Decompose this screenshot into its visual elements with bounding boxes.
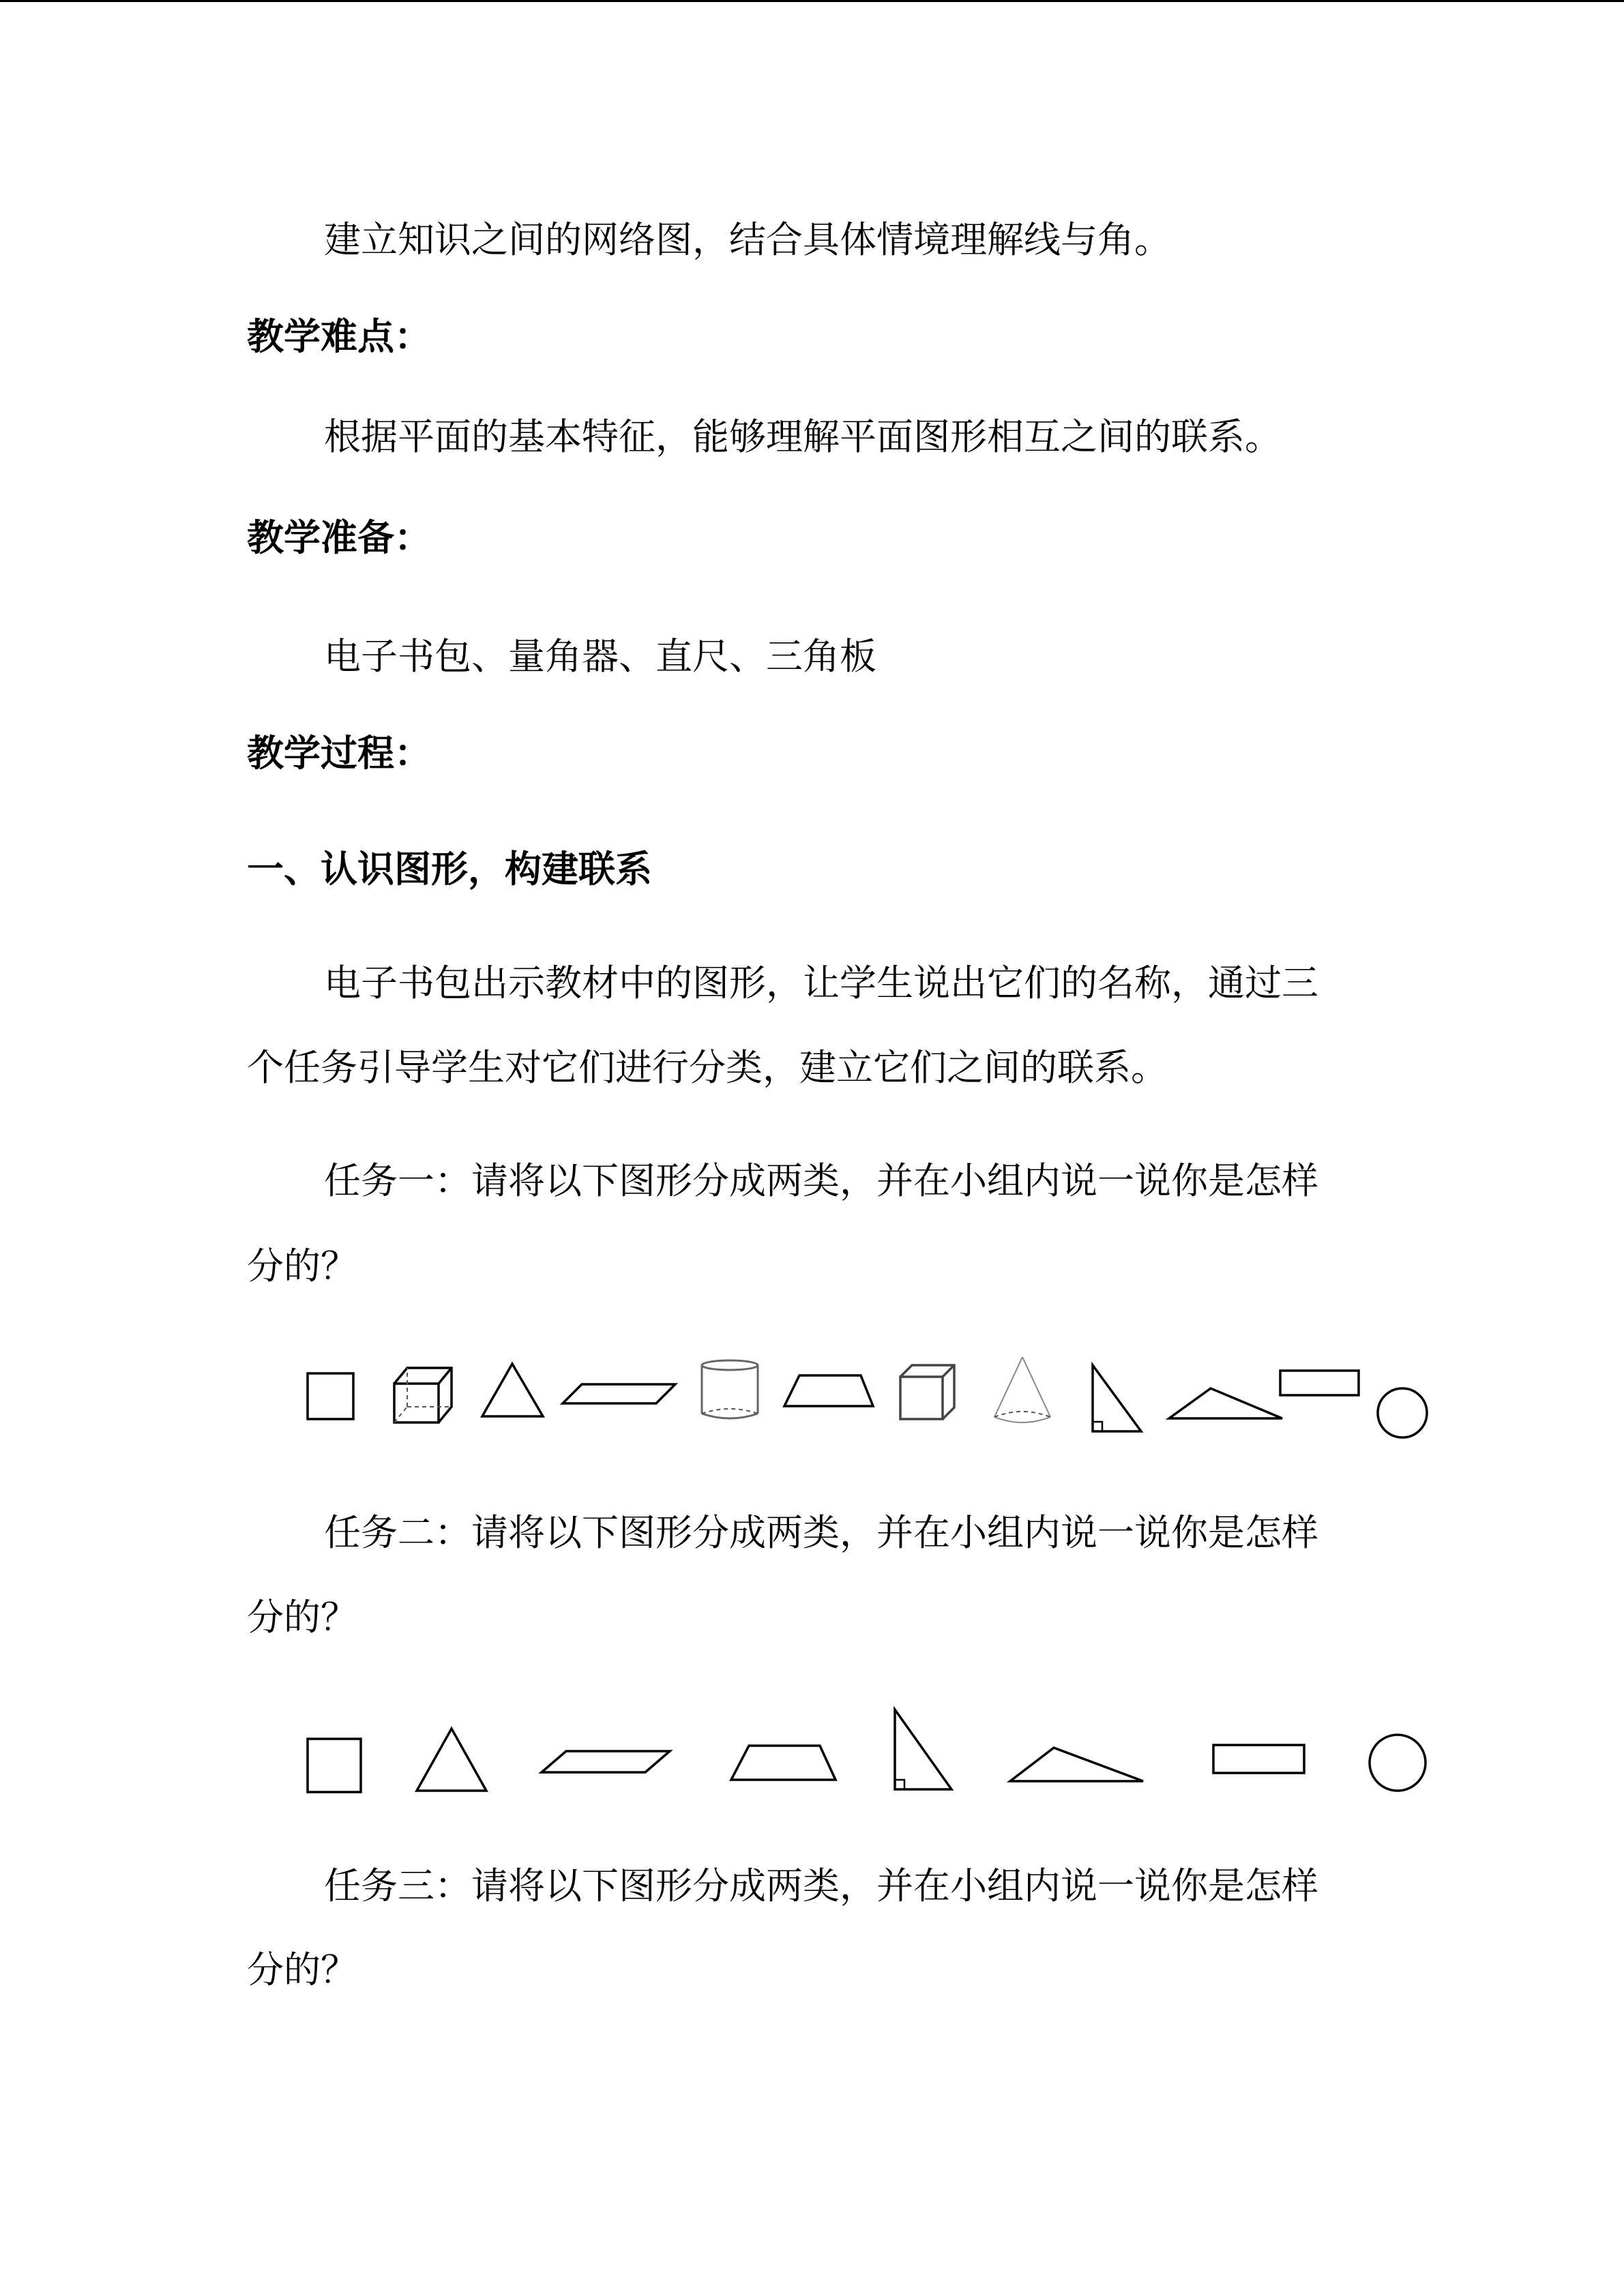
triangle-figure xyxy=(482,1364,543,1416)
circle-figure xyxy=(1378,1388,1427,1437)
rectangle-figure xyxy=(1280,1371,1359,1395)
cuboid-figure xyxy=(394,1368,452,1422)
text-line: 建立知识之间的网络图，结合具体情境理解线与角。 xyxy=(324,218,1171,261)
task-one-text: 分的？ xyxy=(247,1244,357,1287)
task-three-text: 任务三：请将以下图形分成两类，并在小组内说一说你是怎样 xyxy=(324,1864,1318,1907)
text-line: 根据平面的基本特征，能够理解平面图形相互之间的联系。 xyxy=(324,415,1282,458)
right-triangle-figure xyxy=(1093,1365,1141,1431)
text-line: 电子书包、量角器、直尺、三角板 xyxy=(324,635,876,678)
obtuse-triangle-figure xyxy=(1010,1748,1143,1781)
text-line: 个任务引导学生对它们进行分类，建立它们之间的联系。 xyxy=(247,1046,1168,1089)
rectangle-figure xyxy=(1213,1745,1304,1773)
task-one-figures xyxy=(0,1350,1624,1446)
cone-figure xyxy=(994,1357,1050,1422)
circle-figure xyxy=(1370,1735,1426,1791)
parallelogram-figure xyxy=(563,1384,675,1403)
trapezoid-figure xyxy=(731,1746,836,1780)
task-three-text: 分的？ xyxy=(247,1948,357,1991)
cylinder-figure xyxy=(702,1360,758,1418)
task-two-figures xyxy=(0,1698,1624,1807)
trapezoid-figure xyxy=(784,1375,873,1406)
obtuse-triangle-figure xyxy=(1169,1388,1282,1418)
cube-figure xyxy=(900,1365,954,1419)
triangle-figure xyxy=(417,1729,486,1791)
heading-teaching-preparation: 教学准备： xyxy=(247,516,431,559)
square-figure xyxy=(308,1373,353,1419)
task-two-text: 分的？ xyxy=(247,1596,357,1639)
page-top-border xyxy=(0,0,1624,2)
parallelogram-figure xyxy=(542,1751,670,1772)
task-one-text: 任务一：请将以下图形分成两类，并在小组内说一说你是怎样 xyxy=(324,1159,1318,1202)
task-two-text: 任务二：请将以下图形分成两类，并在小组内说一说你是怎样 xyxy=(324,1511,1318,1554)
section-title: 一、认识图形，构建联系 xyxy=(247,848,652,891)
text-line: 电子书包出示教材中的图形，让学生说出它们的名称，通过三 xyxy=(324,961,1318,1004)
right-triangle-figure xyxy=(895,1710,951,1789)
heading-teaching-difficulty: 教学难点： xyxy=(247,315,431,358)
heading-teaching-process: 教学过程： xyxy=(247,732,431,775)
square-figure xyxy=(308,1739,361,1792)
